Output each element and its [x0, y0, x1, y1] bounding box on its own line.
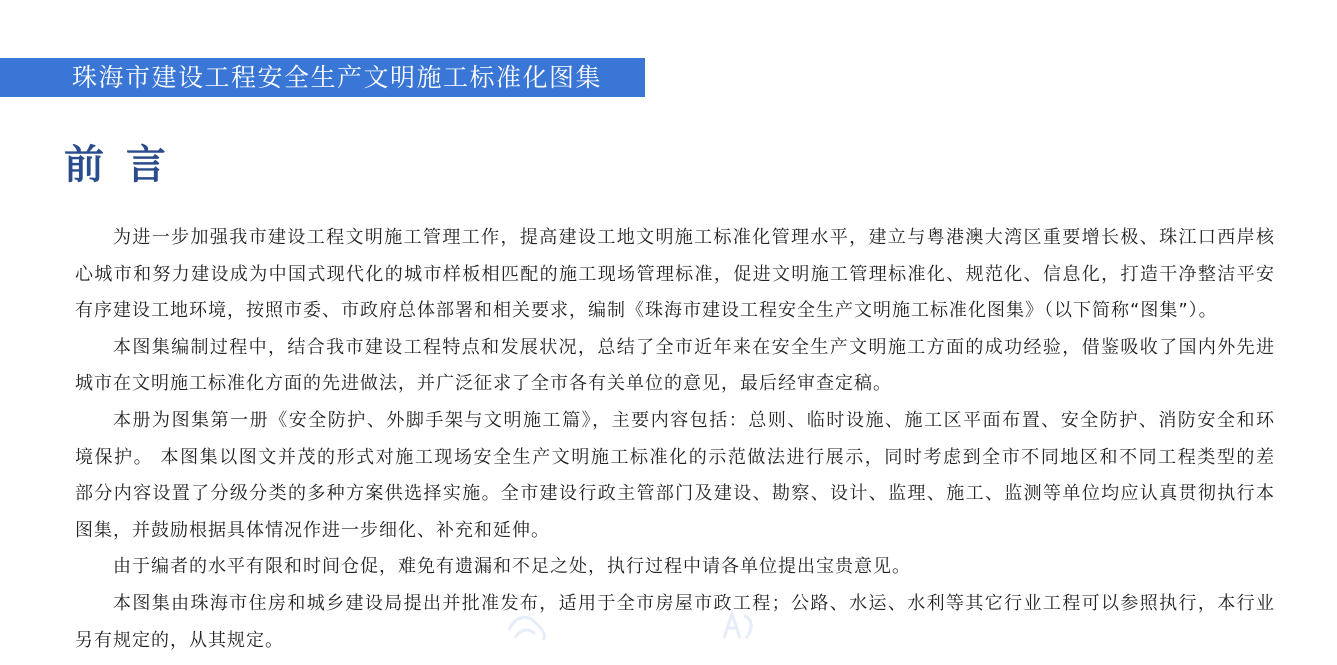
paragraph-line: 本册为图集第一册《安全防护、外脚手架与文明施工篇》，主要内容包括：总则、临时设施、施工区平面布置、安全防护、消防安全和环 — [113, 409, 1275, 431]
paragraph-line: 由于编者的水平有限和时间仓促，难免有遗漏和不足之处，执行过程中请各单位提出宝贵意见。 — [113, 556, 911, 578]
preface-body — [75, 220, 1275, 659]
paragraph-line: 城市在文明施工标准化方面的先进做法，并广泛征求了全市各有关单位的意见，最后经审查定稿。 — [75, 373, 892, 395]
section-heading: 前 言 — [64, 142, 170, 188]
paragraph — [75, 220, 1275, 330]
watermark-mark — [718, 608, 758, 644]
paragraph-line: 境保护。 本图集以图文并茂的形式对施工现场安全生产文明施工标准化的示范做法进行展示，同时考虑到全市不同地区和不同工程类型的差 — [75, 446, 1275, 468]
paragraph-line: 为进一步加强我市建设工程文明施工管理工作，提高建设工地文明施工标准化管理水平，建立与粤港澳大湾区重要增长极、珠江口西岸核 — [113, 227, 1275, 248]
paragraph — [75, 549, 1275, 586]
paragraph-line: 本图集由珠海市住房和城乡建设局提出并批准发布，适用于全市房屋市政工程；公路、水运、水利等其它行业工程可以参照执行，本行业 — [113, 592, 1275, 614]
paragraph-line: 本图集编制过程中，结合我市建设工程特点和发展状况，总结了全市近年来在安全生产文明施工方面的成功经验，借鉴吸收了国内外先进 — [113, 336, 1275, 358]
title-banner — [0, 58, 645, 97]
paragraph-line: 部分内容设置了分级分类的多种方案供选择实施。全市建设行政主管部门及建设、勘察、设计、监理、施工、监测等单位均应认真贯彻执行本 — [75, 483, 1275, 505]
paragraph — [75, 330, 1275, 403]
paragraph-line: 另有规定的，从其规定。 — [75, 629, 284, 651]
paragraph-line: 有序建设工地环境，按照市委、市政府总体部署和相关要求，编制《珠海市建设工程安全生产文明施工标准化图集》（以下简称“图集”）。 — [75, 300, 1218, 322]
paragraph — [75, 403, 1275, 549]
watermark-mark — [505, 610, 551, 644]
paragraph — [75, 586, 1275, 659]
paragraph-line: 图集，并鼓励根据具体情况作进一步细化、补充和延伸。 — [75, 519, 550, 541]
banner-title: 珠海市建设工程安全生产文明施工标准化图集 — [72, 63, 603, 92]
paragraph-line: 心城市和努力建设成为中国式现代化的城市样板相匹配的施工现场管理标准，促进文明施工管理标准化、规范化、信息化，打造干净整洁平安 — [75, 263, 1275, 285]
